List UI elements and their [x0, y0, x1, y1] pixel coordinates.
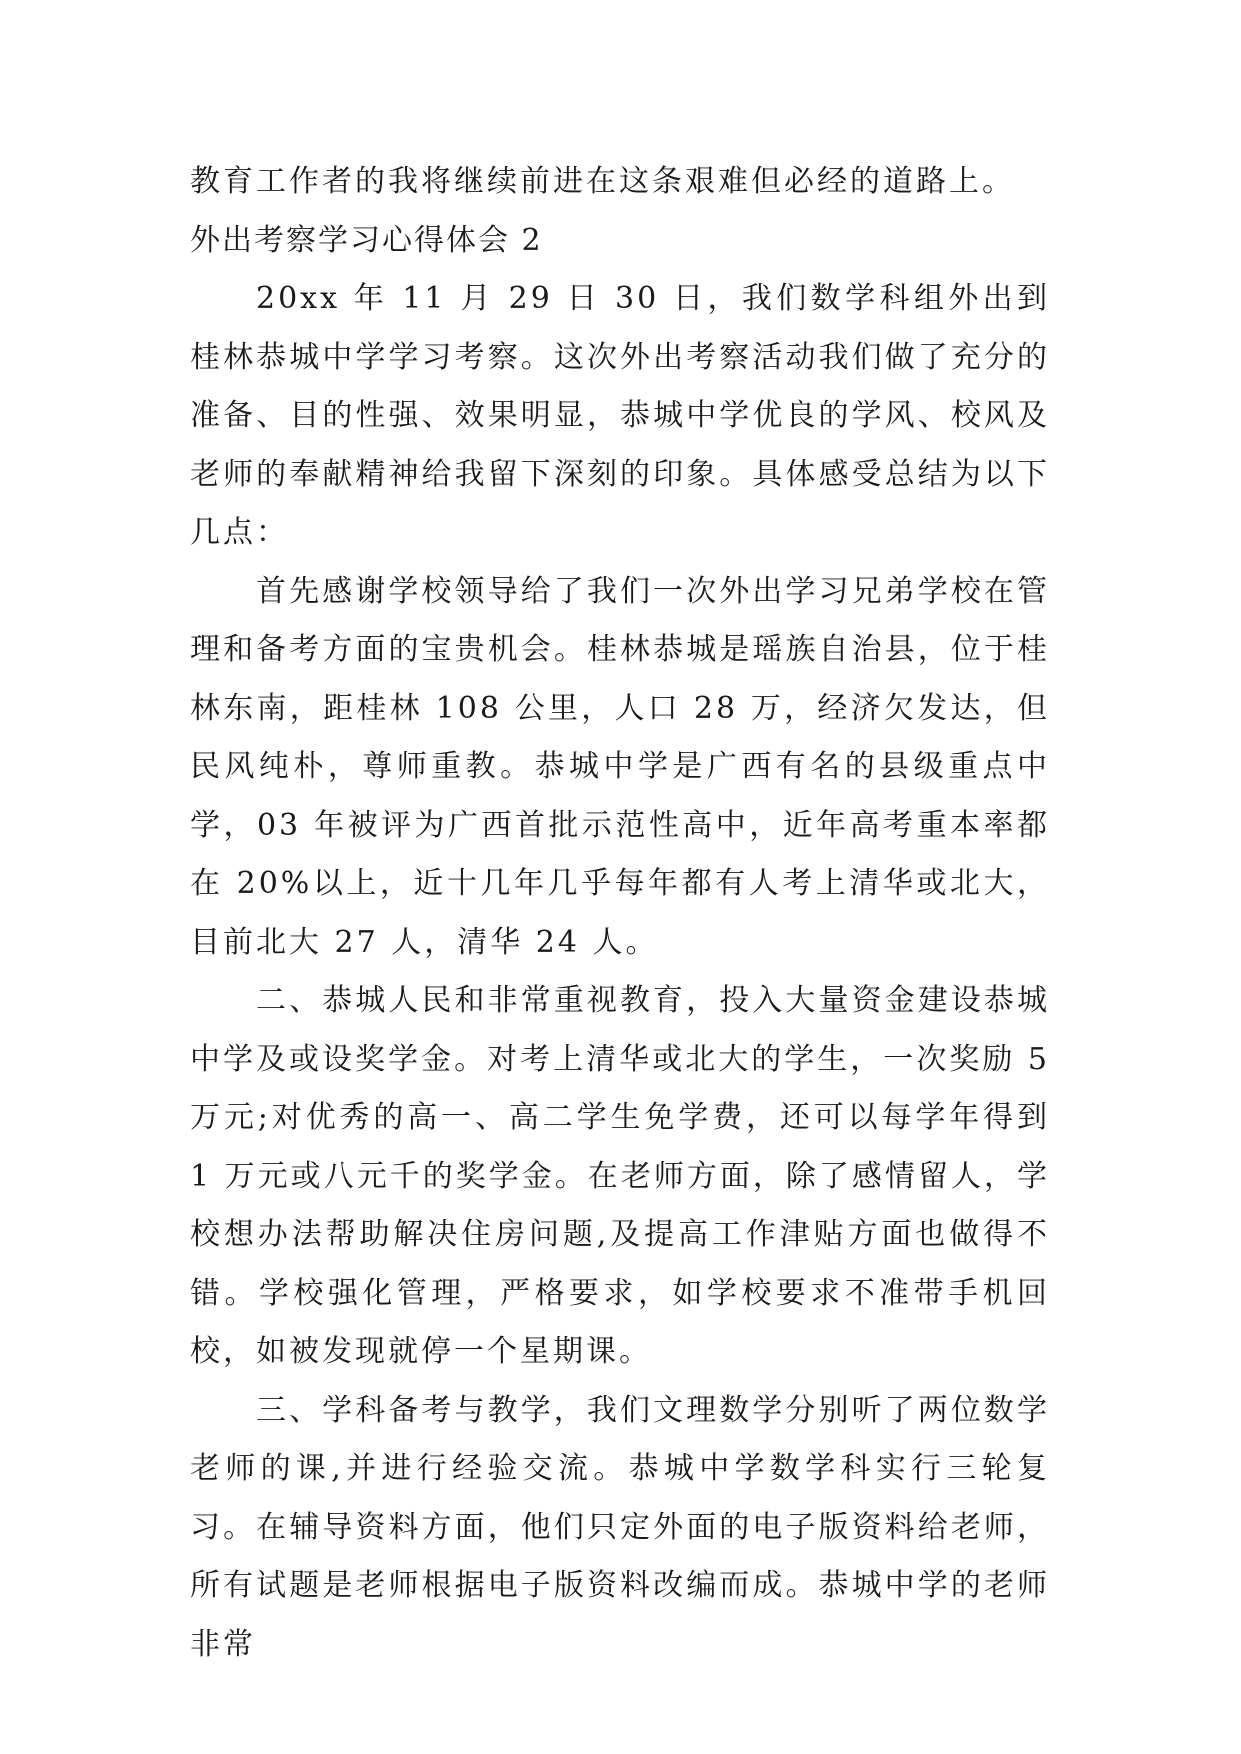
paragraph-third-point: 三、学科备考与教学，我们文理数学分别听了两位数学老师的课,并进行经验交流。恭城中学数学科实行三轮复习。在辅导资料方面，他们只定外面的电子版资料给老师，所有试题是老师根据电子版资料改编而成。恭城中学的老师非常: [190, 1392, 1050, 1662]
paragraph-continuation: 教育工作者的我将继续前进在这条艰难但必经的道路上。: [190, 164, 1015, 199]
paragraph-second-point: 二、恭城人民和非常重视教育，投入大量资金建设恭城中学及或设奖学金。对考上清华或北大的学生，一次奖励 5 万元;对优秀的高一、高二学生免学费，还可以每学年得到 1 万元或八元千的奖学金。在老师方面，除了感情留人，学校想办法帮助解决住房问题,及提高工作津贴方面也做得不错。学校强化管理，严格要求，如学校要求不准带手机回校，如被发现就停一个星期课。: [190, 983, 1050, 1369]
paragraph-first-point: 首先感谢学校领导给了我们一次外出学习兄弟学校在管理和备考方面的宝贵机会。桂林恭城是瑶族自治县，位于桂林东南，距桂林 108 公里，人口 28 万，经济欠发达，但民风纯朴，尊师重教。恭城中学是广西有名的县级重点中学，03 年被评为广西首批示范性高中，近年高考重本率都在 20%以上，近十几年几乎每年都有人考上清华或北大，目前北大 27 人，清华 24 人。: [190, 573, 1050, 960]
section-heading: 外出考察学习心得体会 2: [190, 222, 543, 258]
paragraph-intro: 20xx 年 11 月 29 日 30 日，我们数学科组外出到桂林恭城中学学习考察。这次外出考察活动我们做了充分的准备、目的性强、效果明显，恭城中学优良的学风、校风及老师的奉献精神给我留下深刻的印象。具体感受总结为以下几点：: [190, 281, 1050, 550]
document-body: [190, 153, 1050, 1674]
